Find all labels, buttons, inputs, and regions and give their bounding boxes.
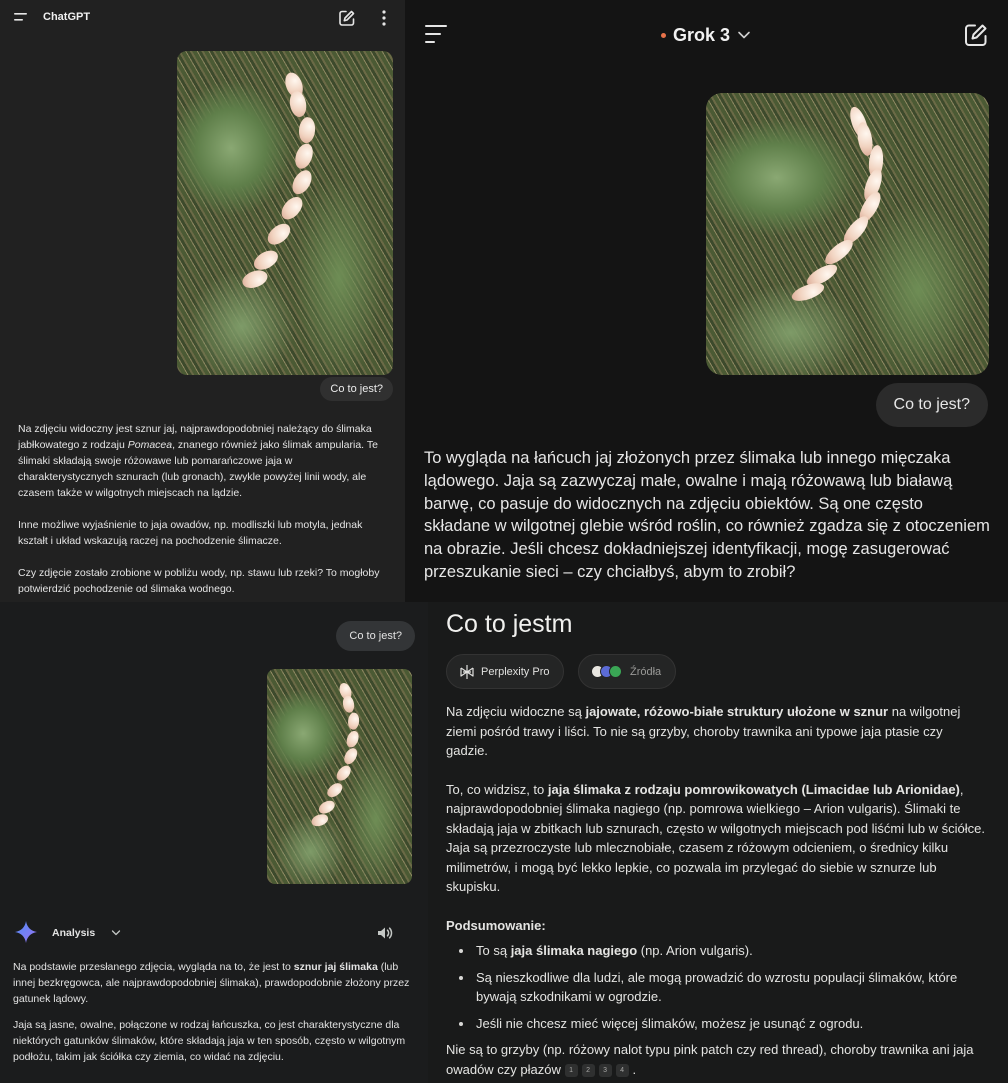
analysis-label[interactable]: Analysis [52, 927, 96, 939]
answer-paragraph: To, co widzisz, to jaja ślimaka z rodzaju pomrowikowatych (Limacidae lub Arionidae), najprawdopodobniej ślimaka nagiego (np. pomrowa wielkiego – Arion vulgaris). Ślimaki te składają jaja w zbitkach lub sznurach, często w wilgotnych miejscach pod liśćmi lub w ściółce. Jaja są przezroczyste lub mlecznobiałe, czasem z różowym odcieniem, o średnicy kilku milimetrów, i mogą być lekko lepkie, co pozwala im przylegać do siebie w sznurze lub skupisku. [446, 781, 986, 894]
query-title: Co to jestm [446, 610, 573, 638]
chatgpt-top-bar [0, 0, 405, 36]
menu-icon[interactable] [14, 11, 30, 25]
answer-paragraph: Inne możliwe wyjaśnienie to jaja owadów, np. modliszki lub motyla, jednak kształt i układ wskazują raczej na pochodzenie ślimacze. [18, 519, 363, 547]
answer-paragraph: Na zdjęciu widoczne są jajowate, różowo-białe struktury ułożone w sznur na wilgotnej ziemi pośród trawy i liści. To nie są grzyby, choroby trawnika ani typowe jaja ptasie czy gadzie. [446, 704, 961, 758]
sources-label: Źródła [630, 665, 662, 678]
answer-paragraph: Jaja są jasne, owalne, połączone w rodzaj łańcuszka, co jest charakterystyczne dla niektórych gatunków ślimaków, które składają jaja w ten sposób, często w wilgotnym podłożu, takim jak ściółka czy ziemia, co widać na zdjęciu. [13, 1019, 406, 1063]
pro-label: Perplexity Pro [481, 665, 550, 678]
list-item: Jeśli nie chcesz mieć więcej ślimaków, możesz je usunąć z ogrodu. [446, 1014, 986, 1034]
answer-paragraph: Na zdjęciu widoczny jest sznur jaj, najprawdopodobniej należący do ślimaka jabłkowatego z rodzaju Pomacea, znanego również jako ślimak ampularia. Te ślimaki składają swoje różowawe lub pomarańczowe jaja w charakterystycznych sznurach (lub gronach), zwykle powyżej linii wody, ale czasem także w wilgotnych miejscach na lądzie. [18, 423, 378, 499]
grok-panel [405, 0, 1008, 602]
answer-paragraph: Czy zdjęcie zostało zrobione w pobliżu wody, np. stawu lub rzeki? To mogłoby potwierdzić pochodzenie od ślimaka wodnego. [18, 567, 380, 595]
chatgpt-panel [0, 0, 405, 602]
model-title: Grok 3 [673, 24, 731, 45]
new-chat-icon[interactable] [963, 22, 989, 48]
answer-paragraph: Na podstawie przesłanego zdjęcia, wygląda na to, że jest to sznur jaj ślimaka (lub innej bezkręgowca, ale najprawdopodobniej ślimaka), prawdopodobnie złożony przez gatunek lądowy. [13, 961, 410, 1005]
user-message-bubble: Co to jest? [876, 383, 988, 427]
citation-badge[interactable]: 1 [565, 1064, 578, 1077]
gemini-panel [0, 602, 428, 1083]
assistant-answer [446, 702, 986, 1079]
user-message-bubble: Co to jest? [336, 621, 415, 651]
perplexity-pro-tab[interactable] [446, 654, 564, 689]
perplexity-logo-icon [459, 664, 475, 680]
speaker-icon[interactable] [376, 924, 394, 942]
status-dot [661, 33, 666, 38]
chevron-down-icon[interactable] [111, 929, 121, 937]
source-favicons [591, 665, 618, 678]
source-favicon-icon [609, 665, 622, 678]
uploaded-photo[interactable] [267, 669, 412, 884]
list-item: To są jaja ślimaka nagiego (np. Arion vulgaris). [446, 941, 986, 961]
perplexity-panel [428, 602, 1008, 1083]
list-item: Są nieszkodliwe dla ludzi, ale mogą prowadzić do wzrostu populacji ślimaków, które bywają szkodnikami w ogrodzie. [446, 968, 986, 1007]
citation-badge[interactable]: 4 [616, 1064, 629, 1077]
app-title: ChatGPT [43, 11, 91, 23]
citation-badge[interactable]: 3 [599, 1064, 612, 1077]
citation-badge[interactable]: 2 [582, 1064, 595, 1077]
assistant-answer: To wygląda na łańcuch jaj złożonych przez ślimaka lub innego mięczaka lądowego. Jaja są zazwyczaj małe, owalne i mają różowawą lub białawą barwę, co pasuje do widocznych na zdjęciu obiektów. Są one często składane w wilgotnej glebie wśród roślin, co również zgadza się z otoczeniem na obrazie. Jeśli chcesz dokładniejszej identyfikacji, mogę zasugerować przeszukanie sieci – czy chciałbyś, abym to zrobił? [424, 449, 990, 581]
chevron-down-icon [737, 30, 751, 40]
menu-icon[interactable] [425, 24, 449, 46]
assistant-answer [13, 959, 415, 1075]
sources-tab[interactable] [578, 654, 676, 689]
model-selector[interactable] [661, 24, 751, 46]
uploaded-photo[interactable] [177, 51, 393, 375]
more-options-icon[interactable] [377, 9, 391, 27]
gemini-sparkle-icon [15, 921, 37, 943]
answer-paragraph: Nie są to grzyby (np. różowy nalot typu pink patch czy red thread), choroby trawnika ani jaja owadów czy płazów 1 2 3 4 . [446, 1042, 974, 1077]
user-message-bubble: Co to jest? [320, 377, 393, 401]
new-chat-icon[interactable] [338, 9, 356, 27]
summary-list [446, 941, 986, 1033]
summary-heading: Podsumowanie: [446, 917, 546, 933]
assistant-answer [18, 421, 388, 602]
uploaded-photo[interactable] [706, 93, 989, 375]
